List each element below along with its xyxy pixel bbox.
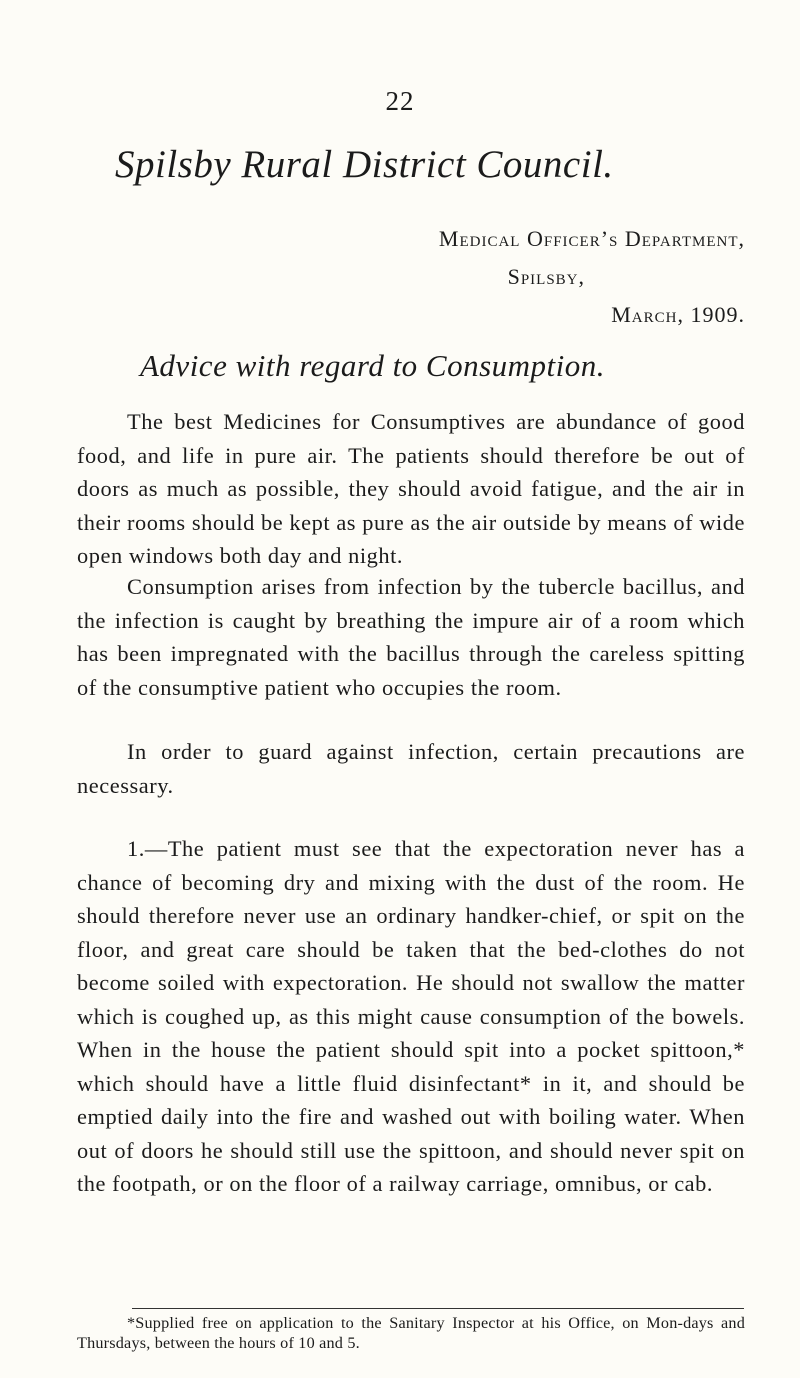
footnote: *Supplied free on application to the Sanitary Inspector at his Office, on Mon-days and Thursdays, between the hours of 10 and 5. (77, 1314, 745, 1352)
paragraph-precautions: In order to guard against infection, certain precautions are necessary. (77, 739, 745, 798)
department-line: Medical Officer’s Department, (438, 226, 745, 251)
date-line: March, 1909. (611, 302, 745, 327)
page-number: 22 (385, 86, 415, 116)
paragraph-rule-1: 1.—The patient must see that the expectoration never has a chance of becoming dry and mixing with the dust of the room. He should therefore never use an ordinary handker-chief, or spit on the floor, and great care should be taken that the bed-clothes do not become soiled with expectoration. He should not swallow the matter which is coughed up, as this might cause consumption of the bowels. When in the house the patient should spit into a pocket spittoon,* which should have a little fluid disinfectant* in it, and should be emptied daily into the fire and washed out with boiling water. When out of doors he should still use the spittoon, and should never spit on the footpath, or on the floor of a railway carriage, omnibus, or cab. (77, 836, 745, 1196)
footnote-divider (132, 1308, 744, 1309)
paragraph-infection: Consumption arises from infection by the tubercle bacillus, and the infection is caught by breathing the impure air of a room which has been impregnated with the bacillus through the careless spitting of the consumptive patient who occupies the room. (77, 574, 745, 700)
council-title: Spilsby Rural District Council. (115, 143, 614, 186)
location-line: Spilsby, (507, 264, 585, 289)
advice-heading: Advice with regard to Consumption. (140, 348, 606, 383)
paragraph-medicines: The best Medicines for Consumptives are abundance of good food, and life in pure air. The patients should therefore be out of doors as much as possible, they should avoid fatigue, and the air in their rooms should be kept as pure as the air outside by means of wide open windows both day and night. (77, 409, 745, 568)
